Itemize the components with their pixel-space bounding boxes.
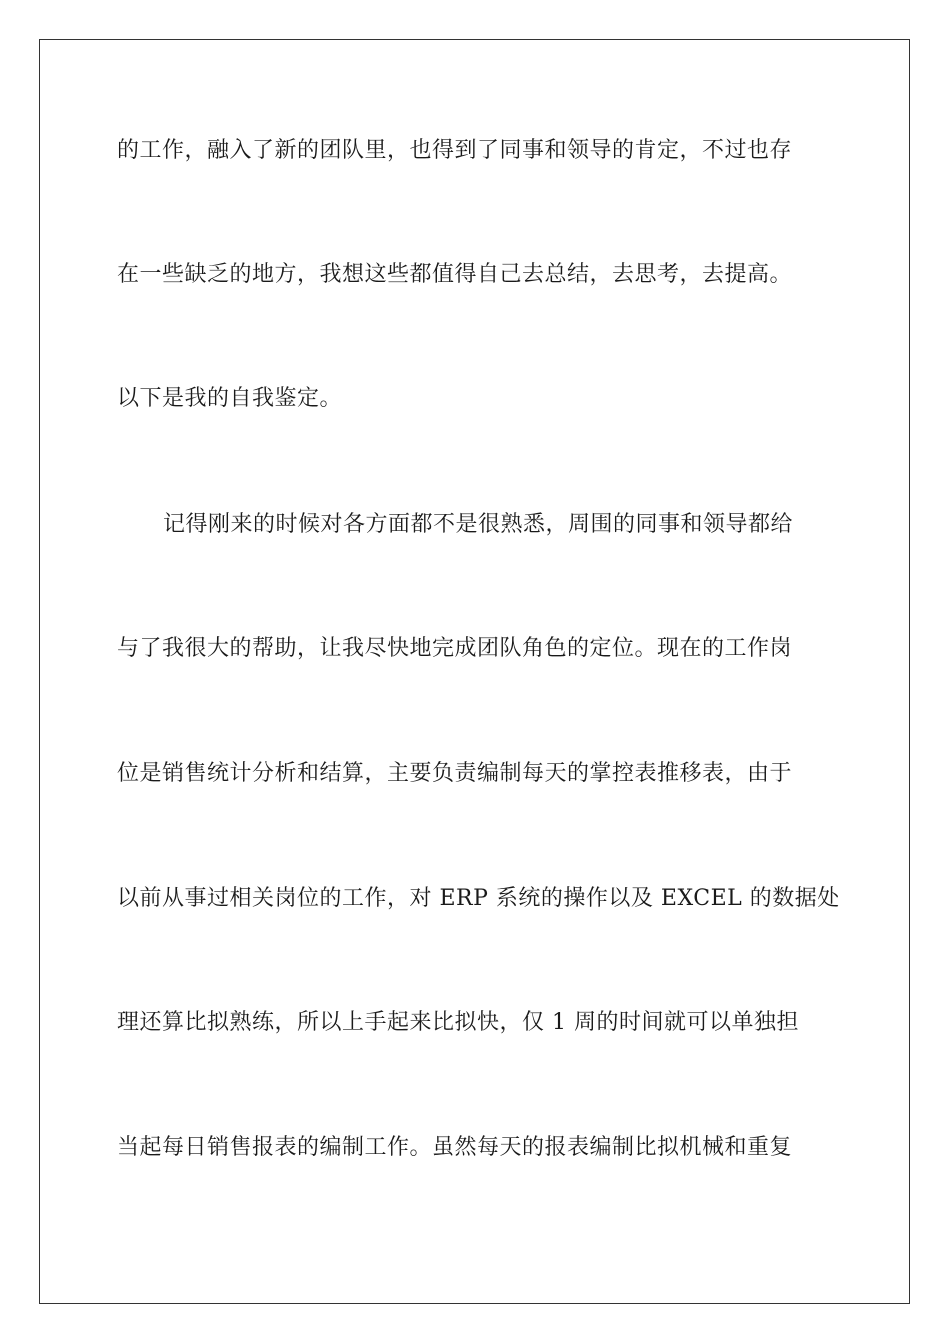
text-line: 理还算比拟熟练，所以上手起来比拟快，仅 1 周的时间就可以单独担 [117, 1010, 799, 1035]
text-line: 的工作，融入了新的团队里，也得到了同事和领导的肯定，不过也存 [117, 138, 793, 163]
page-border [39, 39, 910, 1304]
text-line: 当起每日销售报表的编制工作。虽然每天的报表编制比拟机械和重复 [117, 1135, 793, 1160]
text-line: 以下是我的自我鉴定。 [117, 386, 343, 411]
text-line: 以前从事过相关岗位的工作，对 ERP 系统的操作以及 EXCEL 的数据处 [117, 886, 840, 911]
text-line: 位是销售统计分析和结算，主要负责编制每天的掌控表推移表，由于 [117, 761, 793, 786]
text-line: 与了我很大的帮助，让我尽快地完成团队角色的定位。现在的工作岗 [117, 636, 793, 661]
text-line: 在一些缺乏的地方，我想这些都值得自己去总结，去思考，去提高。 [117, 262, 793, 287]
paragraph-first-line: 记得刚来的时候对各方面都不是很熟悉，周围的同事和领导都给 [163, 512, 794, 537]
